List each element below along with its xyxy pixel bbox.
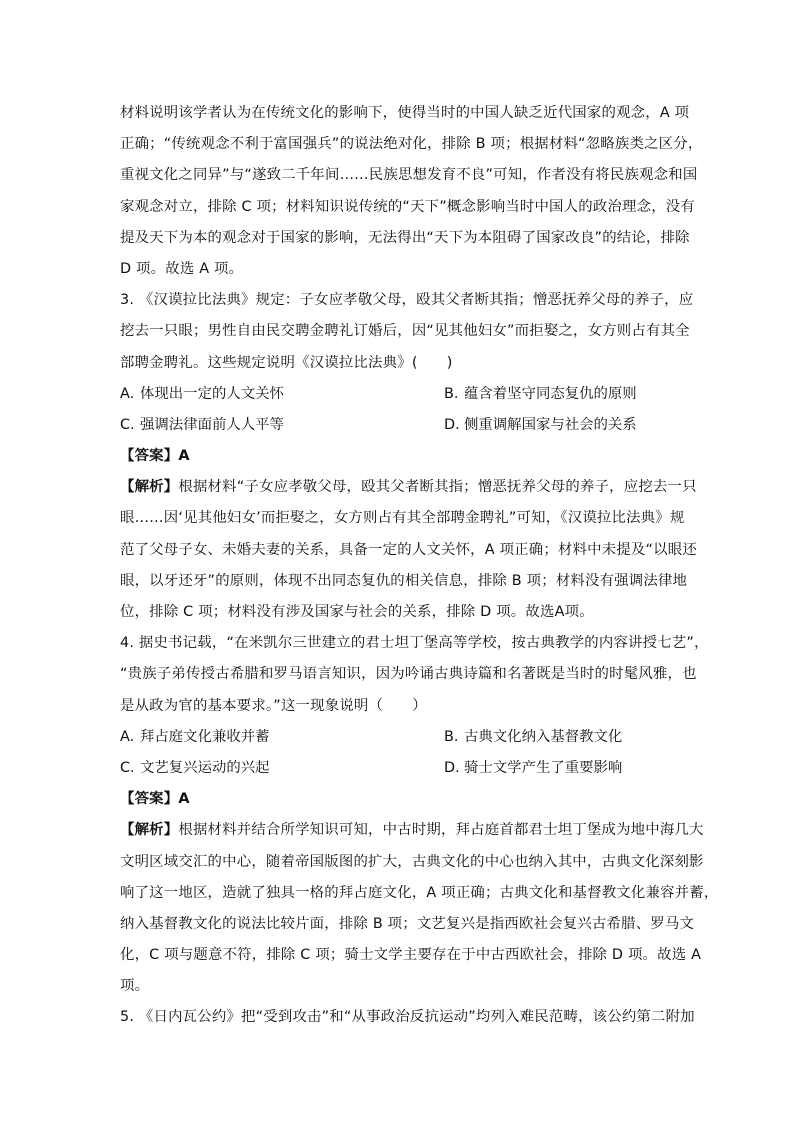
- question-stem-line: 4. 据史书记载，“在米凯尔三世建立的君士坦丁堡高等学校，按古典教学的内容讲授七艺”，: [120, 635, 709, 652]
- text-line: 家观念对立，排除 C 项；材料知识说传统的“天下”概念影响当时中国人的政治理念，没有: [120, 198, 695, 215]
- option-text: 拜占庭文化兼收并蓄: [140, 728, 270, 745]
- analysis-line: 眼，以牙还牙”的原则，体现不出同态复仇的相关信息，排除 B 项；材料没有强调法律地: [120, 572, 688, 589]
- answer-label: 【答案】: [120, 448, 179, 465]
- analysis-line: 位，排除 C 项；材料没有涉及国家与社会的关系，排除 D 项。故选A项。: [120, 604, 594, 620]
- option-letter: A.: [120, 385, 135, 402]
- question-stem-line: 是从政为官的基本要求。”这一现象说明（ ）: [120, 697, 427, 714]
- question-stem-line: 3. 《汉谟拉比法典》规定：子女应孝敬父母，殴其父者断其指；憎恶抚养父母的养子，应: [120, 292, 694, 309]
- analysis-line: 文明区域交汇的中心，随着帝国版图的扩大，古典文化的中心也纳入其中，古典文化深刻影: [120, 853, 704, 870]
- answer-line: [120, 441, 680, 472]
- option-c: [120, 753, 270, 784]
- question-stem-line: “贵族子弟传授古希腊和罗马语言知识，因为吟诵古典诗篇和名著既是当时的时髦风雅，也: [120, 666, 697, 683]
- option-letter: B.: [444, 385, 459, 402]
- analysis-line: 化，C 项与题意不符，排除 C 项；骑士文学主要存在于中古西欧社会，排除 D 项。故选 A: [120, 947, 702, 964]
- answer-line: [120, 784, 680, 815]
- option-letter: C.: [120, 416, 135, 433]
- text-line: 重视文化之同异”与“遂致二千年间……民族思想发育不良”可知，作者没有将民族观念和国: [120, 167, 698, 184]
- analysis-label: 【解析】: [120, 479, 179, 496]
- option-letter: D.: [444, 416, 460, 433]
- option-text: 文艺复兴运动的兴起: [140, 759, 270, 776]
- option-text: 古典文化纳入基督教文化: [464, 728, 623, 745]
- question-stem-line: 挖去一只眼；男性自由民交聘金聘礼订婚后，因“见其他妇女”而拒娶之，女方则占有其全: [120, 323, 690, 340]
- option-d: [444, 753, 622, 784]
- analysis-line: 范了父母子女、未婚夫妻的关系，具备一定的人文关怀，A 项正确；材料中未提及“以眼还: [120, 541, 697, 558]
- option-text: 骑士文学产生了重要影响: [464, 759, 623, 776]
- options-row: [120, 722, 680, 753]
- analysis-line: [120, 815, 704, 846]
- analysis-line: 眼……因‘见其他妇女’而拒娶之，女方则占有其全部聘金聘礼”可知，《汉谟拉比法典》规: [120, 510, 685, 527]
- answer-value: A: [178, 791, 190, 808]
- analysis-label: 【解析】: [120, 822, 179, 839]
- analysis-line: 项。: [120, 978, 150, 995]
- analysis-line: [120, 472, 697, 503]
- option-letter: D.: [444, 759, 460, 776]
- analysis-line: 响了这一地区，造就了独具一格的拜占庭文化，A 项正确；古典文化和基督教文化兼容并蓄，: [120, 884, 719, 901]
- option-letter: C.: [120, 759, 135, 776]
- analysis-text: 根据材料并结合所学知识可知，中古时期，拜占庭首都君士坦丁堡成为地中海几大: [178, 822, 704, 839]
- option-letter: B.: [444, 728, 459, 745]
- previous-explanation: [120, 98, 703, 285]
- option-c: [120, 410, 284, 441]
- option-text: 蕴含着坚守同态复仇的原则: [464, 385, 637, 402]
- option-a: [120, 722, 270, 753]
- option-d: [444, 410, 637, 441]
- option-text: 强调法律面前人人平等: [140, 416, 284, 433]
- question-4: [120, 628, 719, 1002]
- options-row: [120, 379, 680, 410]
- text-line: 正确；“传统观念不利于富国强兵”的说法绝对化，排除 B 项；根据材料“忽略族类之区分，: [120, 136, 703, 153]
- answer-label: 【答案】: [120, 791, 179, 808]
- document-page: [120, 98, 719, 1034]
- question-5: [120, 1002, 695, 1033]
- question-3: [120, 285, 697, 628]
- option-b: [444, 722, 622, 753]
- option-text: 体现出一定的人文关怀: [140, 385, 284, 402]
- option-letter: A.: [120, 728, 135, 745]
- question-stem-line: 部聘金聘礼。这些规定说明《汉谟拉比法典》( ): [120, 354, 453, 371]
- text-line: 材料说明该学者认为在传统文化的影响下，使得当时的中国人缺乏近代国家的观念，A 项: [120, 105, 690, 121]
- analysis-line: 纳入基督教文化的说法比较片面，排除 B 项；文艺复兴是指西欧社会复兴古希腊、罗马文: [120, 915, 695, 932]
- answer-value: A: [178, 448, 190, 465]
- analysis-text: 根据材料“子女应孝敬父母，殴其父者断其指；憎恶抚养父母的养子，应挖去一只: [178, 479, 697, 496]
- option-a: [120, 379, 284, 410]
- options-row: [120, 753, 680, 784]
- question-stem-line: 5. 《日内瓦公约》把“受到攻击”和“从事政治反抗运动”均列入难民范畴，该公约第二附加: [120, 1009, 695, 1026]
- text-line: 提及天下为本的观念对于国家的影响，无法得出“天下为本阻碍了国家改良”的结论，排除: [120, 229, 690, 246]
- option-text: 侧重调解国家与社会的关系: [464, 416, 637, 433]
- options-row: [120, 410, 680, 441]
- text-line: D 项。故选 A 项。: [120, 260, 244, 277]
- option-b: [444, 379, 637, 410]
